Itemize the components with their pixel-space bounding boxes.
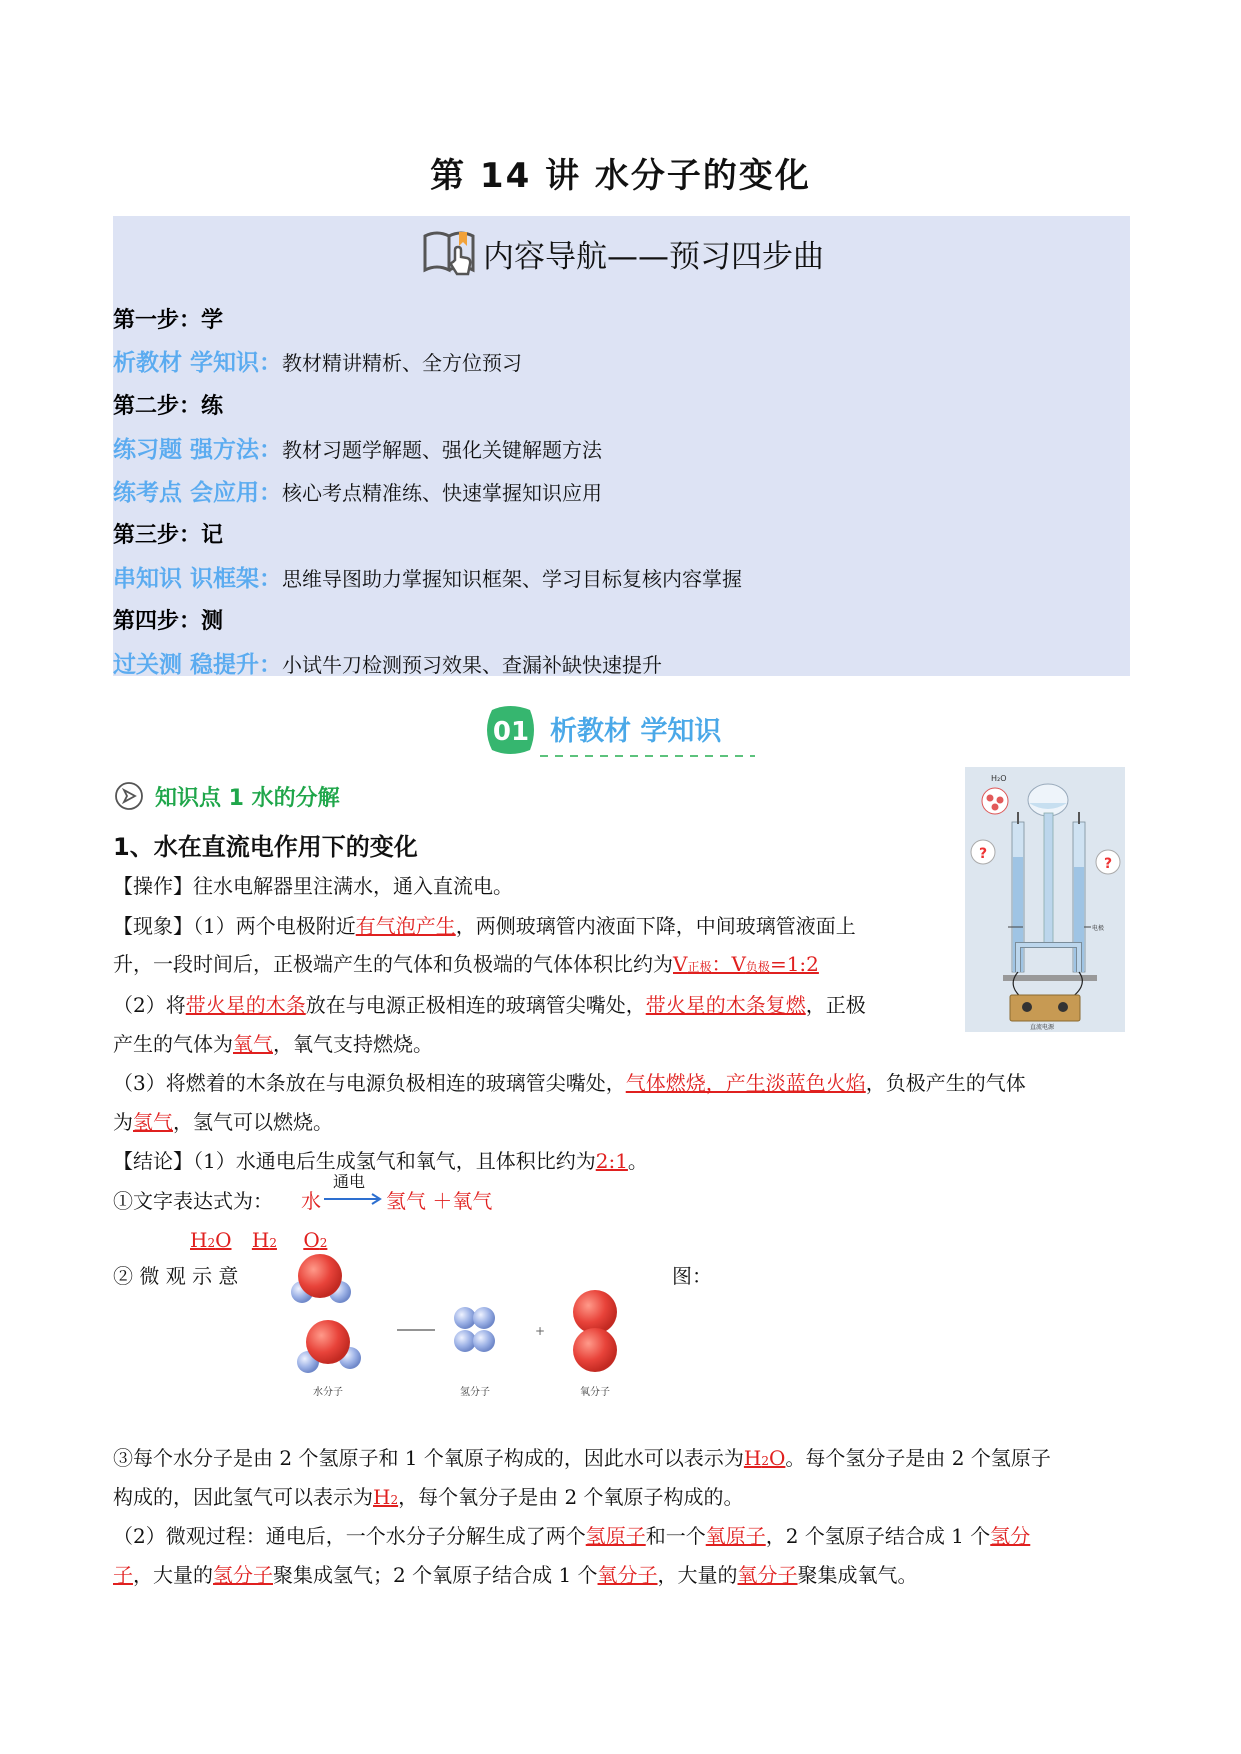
nav-item-desc: 教材习题学解题、强化关键解题方法 <box>282 438 603 462</box>
electrolysis-apparatus-image <box>965 767 1125 1032</box>
molecule-line-2 <box>113 1483 744 1514</box>
text-span: 产生的气体为 <box>113 1032 233 1056</box>
svg-text:?: ? <box>1104 856 1113 872</box>
nav-item-label: 串知识 识框架： <box>113 566 283 592</box>
answer-span: 氧分子 <box>597 1563 658 1587</box>
nav-item-label: 析教材 学知识： <box>113 350 283 376</box>
nav-item-desc: 思维导图助力掌握知识框架、学习目标复核内容掌握 <box>282 567 743 591</box>
text-span: ，2 个氢原子结合成 1 个 <box>765 1524 991 1548</box>
text-span: 【操作】往水电解器里注满水，通入直流电。 <box>113 874 513 898</box>
text-span: ，大量的 <box>657 1563 738 1587</box>
text-span: ，正极 <box>805 993 866 1017</box>
text-span: 和一个 <box>645 1524 706 1548</box>
answer-span: 带火星的木条复燃 <box>645 993 806 1017</box>
expression-products: 氢气 ＋氧气 <box>386 1189 493 1213</box>
nav-heading-title: 内容导航——预习四步曲 <box>483 238 824 275</box>
molecule-line-1 <box>113 1444 1051 1475</box>
answer-span: 有气泡产生 <box>355 914 456 938</box>
subscript: 2 <box>269 1236 277 1250</box>
step-2-label: 第二步：练 <box>113 394 224 419</box>
conclusion-line <box>113 1147 648 1175</box>
text-span: ，两侧玻璃管内液面下降，中间玻璃管液面上 <box>455 914 856 938</box>
caption-oxygen-molecule: 氧分子 <box>580 1387 610 1398</box>
section-badge-text: 析教材 学知识 <box>550 716 722 747</box>
text-span: =1:2 <box>769 952 819 976</box>
svg-text:+: + <box>535 1324 546 1338</box>
process-line-2 <box>113 1561 918 1589</box>
apparatus-h2o-label: H₂O <box>991 774 1007 783</box>
step-3-label: 第三步：记 <box>113 523 224 548</box>
answer-span: 气体燃烧，产生淡蓝色火焰 <box>625 1071 866 1095</box>
text-span: ，每个氧分子是由 2 个氧原子构成的。 <box>398 1485 744 1509</box>
reaction-arrow-icon <box>322 1192 384 1206</box>
arrow-circle-icon <box>113 780 145 812</box>
text-span: H <box>743 1446 762 1470</box>
text-span: ，负极产生的气体 <box>865 1071 1026 1095</box>
nav-item-4 <box>113 565 742 593</box>
nav-item-2 <box>113 436 602 464</box>
expression-condition: 通电 <box>333 1172 366 1191</box>
answer-span: 2:1 <box>595 1149 628 1173</box>
phenomenon-line-4 <box>113 1030 433 1058</box>
text-span: 升，一段时间后，正极端产生的气体和负极端的气体体积比约为 <box>113 952 673 976</box>
subscript: 2 <box>319 1236 328 1250</box>
hydrogen-formula <box>252 1228 277 1252</box>
text-span: ，氧气支持燃烧。 <box>273 1032 433 1056</box>
subscript: 2 <box>761 1454 769 1468</box>
answer-span: 氢分 <box>990 1524 1031 1548</box>
phenomenon-line-2 <box>113 950 819 981</box>
section-heading: 1、水在直流电作用下的变化 <box>113 833 418 861</box>
operation-line <box>113 872 513 900</box>
text-span: ，大量的 <box>133 1563 213 1587</box>
text-span: 【结论】（1）水通电后生成氢气和氧气，且体积比约为 <box>113 1149 596 1173</box>
subscript: 2 <box>390 1493 399 1507</box>
expression-reactant: 水 <box>301 1189 321 1213</box>
text-span: （2）将 <box>113 993 186 1017</box>
molecule-micro-diagram <box>290 1250 650 1410</box>
text-span: 。每个氢分子是由 2 个氢原子 <box>785 1446 1051 1470</box>
nav-item-desc: 教材精讲精析、全方位预习 <box>282 351 523 375</box>
text-span: 【现象】（1）两个电极附近 <box>113 914 356 938</box>
phenomenon-line-6 <box>113 1108 333 1136</box>
phenomenon-line-1 <box>113 912 856 940</box>
text-span: 聚集成氢气；2 个氧原子结合成 1 个 <box>273 1563 598 1587</box>
subscript: 2 <box>207 1236 216 1250</box>
water-formula-answer <box>744 1446 786 1470</box>
caption-hydrogen-molecule: 氢分子 <box>460 1387 490 1398</box>
step-1-label: 第一步：学 <box>113 308 224 333</box>
nav-item-label: 过关测 稳提升： <box>113 652 283 678</box>
text-span: 构成的，因此氢气可以表示为 <box>113 1485 373 1509</box>
text-span: ：V <box>711 952 746 976</box>
section-badge-number: 01 <box>492 717 530 747</box>
answer-span: 氢原子 <box>585 1524 646 1548</box>
text-span: （2）微观过程：通电后，一个水分子分解生成了两个 <box>113 1524 586 1548</box>
knowledge-point-header <box>113 780 340 812</box>
process-line-1 <box>113 1522 1030 1550</box>
answer-span: 子 <box>113 1563 133 1587</box>
book-pointer-icon <box>419 224 481 282</box>
knowledge-point-title: 知识点 1 水的分解 <box>155 785 340 811</box>
text-span: V <box>673 952 688 976</box>
answer-span: 氧原子 <box>705 1524 766 1548</box>
micro-diagram-label: ② 微 观 示 意 <box>113 1264 239 1288</box>
nav-item-1 <box>113 349 522 377</box>
text-span: 聚集成氧气。 <box>797 1563 918 1587</box>
nav-heading <box>113 224 1130 286</box>
text-span: 放在与电源正极相连的玻璃管尖嘴处， <box>305 993 646 1017</box>
nav-item-desc: 核心考点精准练、快速掌握知识应用 <box>282 481 603 505</box>
apparatus-power-label: 直流电源 <box>1030 1024 1055 1031</box>
water-formula <box>190 1228 232 1252</box>
answer-span: 氢分子 <box>213 1563 273 1587</box>
word-expression-line <box>113 1187 273 1215</box>
answer-span: 氧分子 <box>737 1563 798 1587</box>
micro-diagram-label-end: 图： <box>672 1264 712 1288</box>
text-span: ③每个水分子是由 2 个氢原子和 1 个氧原子构成的，因此水可以表示为 <box>113 1446 744 1470</box>
answer-span: 氢气 <box>133 1110 173 1134</box>
subscript: 负极 <box>745 960 770 974</box>
text-span: （3）将燃着的木条放在与电源负极相连的玻璃管尖嘴处， <box>113 1071 626 1095</box>
section-badge <box>480 700 760 760</box>
text-span: 。 <box>627 1149 648 1173</box>
page-title: 第 14 讲 水分子的变化 <box>430 156 811 196</box>
phenomenon-line-3 <box>113 991 866 1019</box>
volume-ratio-answer <box>673 952 819 976</box>
nav-item-3 <box>113 479 602 507</box>
text-span: ①文字表达式为： <box>113 1189 273 1213</box>
subscript: 正极 <box>687 960 712 974</box>
caption-water-molecule: 水分子 <box>313 1387 343 1398</box>
text-span: O <box>303 1228 320 1252</box>
svg-text:?: ? <box>979 846 988 862</box>
nav-item-5 <box>113 651 662 679</box>
hydrogen-formula-answer <box>373 1485 398 1509</box>
phenomenon-line-5 <box>113 1069 1026 1097</box>
apparatus-electrode-label: 电极 <box>1092 925 1105 932</box>
answer-span: 氧气 <box>233 1032 273 1056</box>
text-span: H <box>190 1228 208 1252</box>
answer-span: 带火星的木条 <box>185 993 306 1017</box>
text-span: H <box>251 1228 270 1252</box>
text-span: H <box>373 1485 391 1509</box>
nav-item-desc: 小试牛刀检测预习效果、查漏补缺快速提升 <box>282 653 663 677</box>
oxygen-formula <box>303 1228 327 1252</box>
text-span: O <box>768 1446 786 1470</box>
nav-item-label: 练考点 会应用： <box>113 480 283 506</box>
nav-item-label: 练习题 强方法： <box>113 437 283 463</box>
text-span: ，氢气可以燃烧。 <box>173 1110 333 1134</box>
text-span: 为 <box>113 1110 133 1134</box>
text-span: O <box>215 1228 232 1252</box>
step-4-label: 第四步：测 <box>113 609 224 634</box>
